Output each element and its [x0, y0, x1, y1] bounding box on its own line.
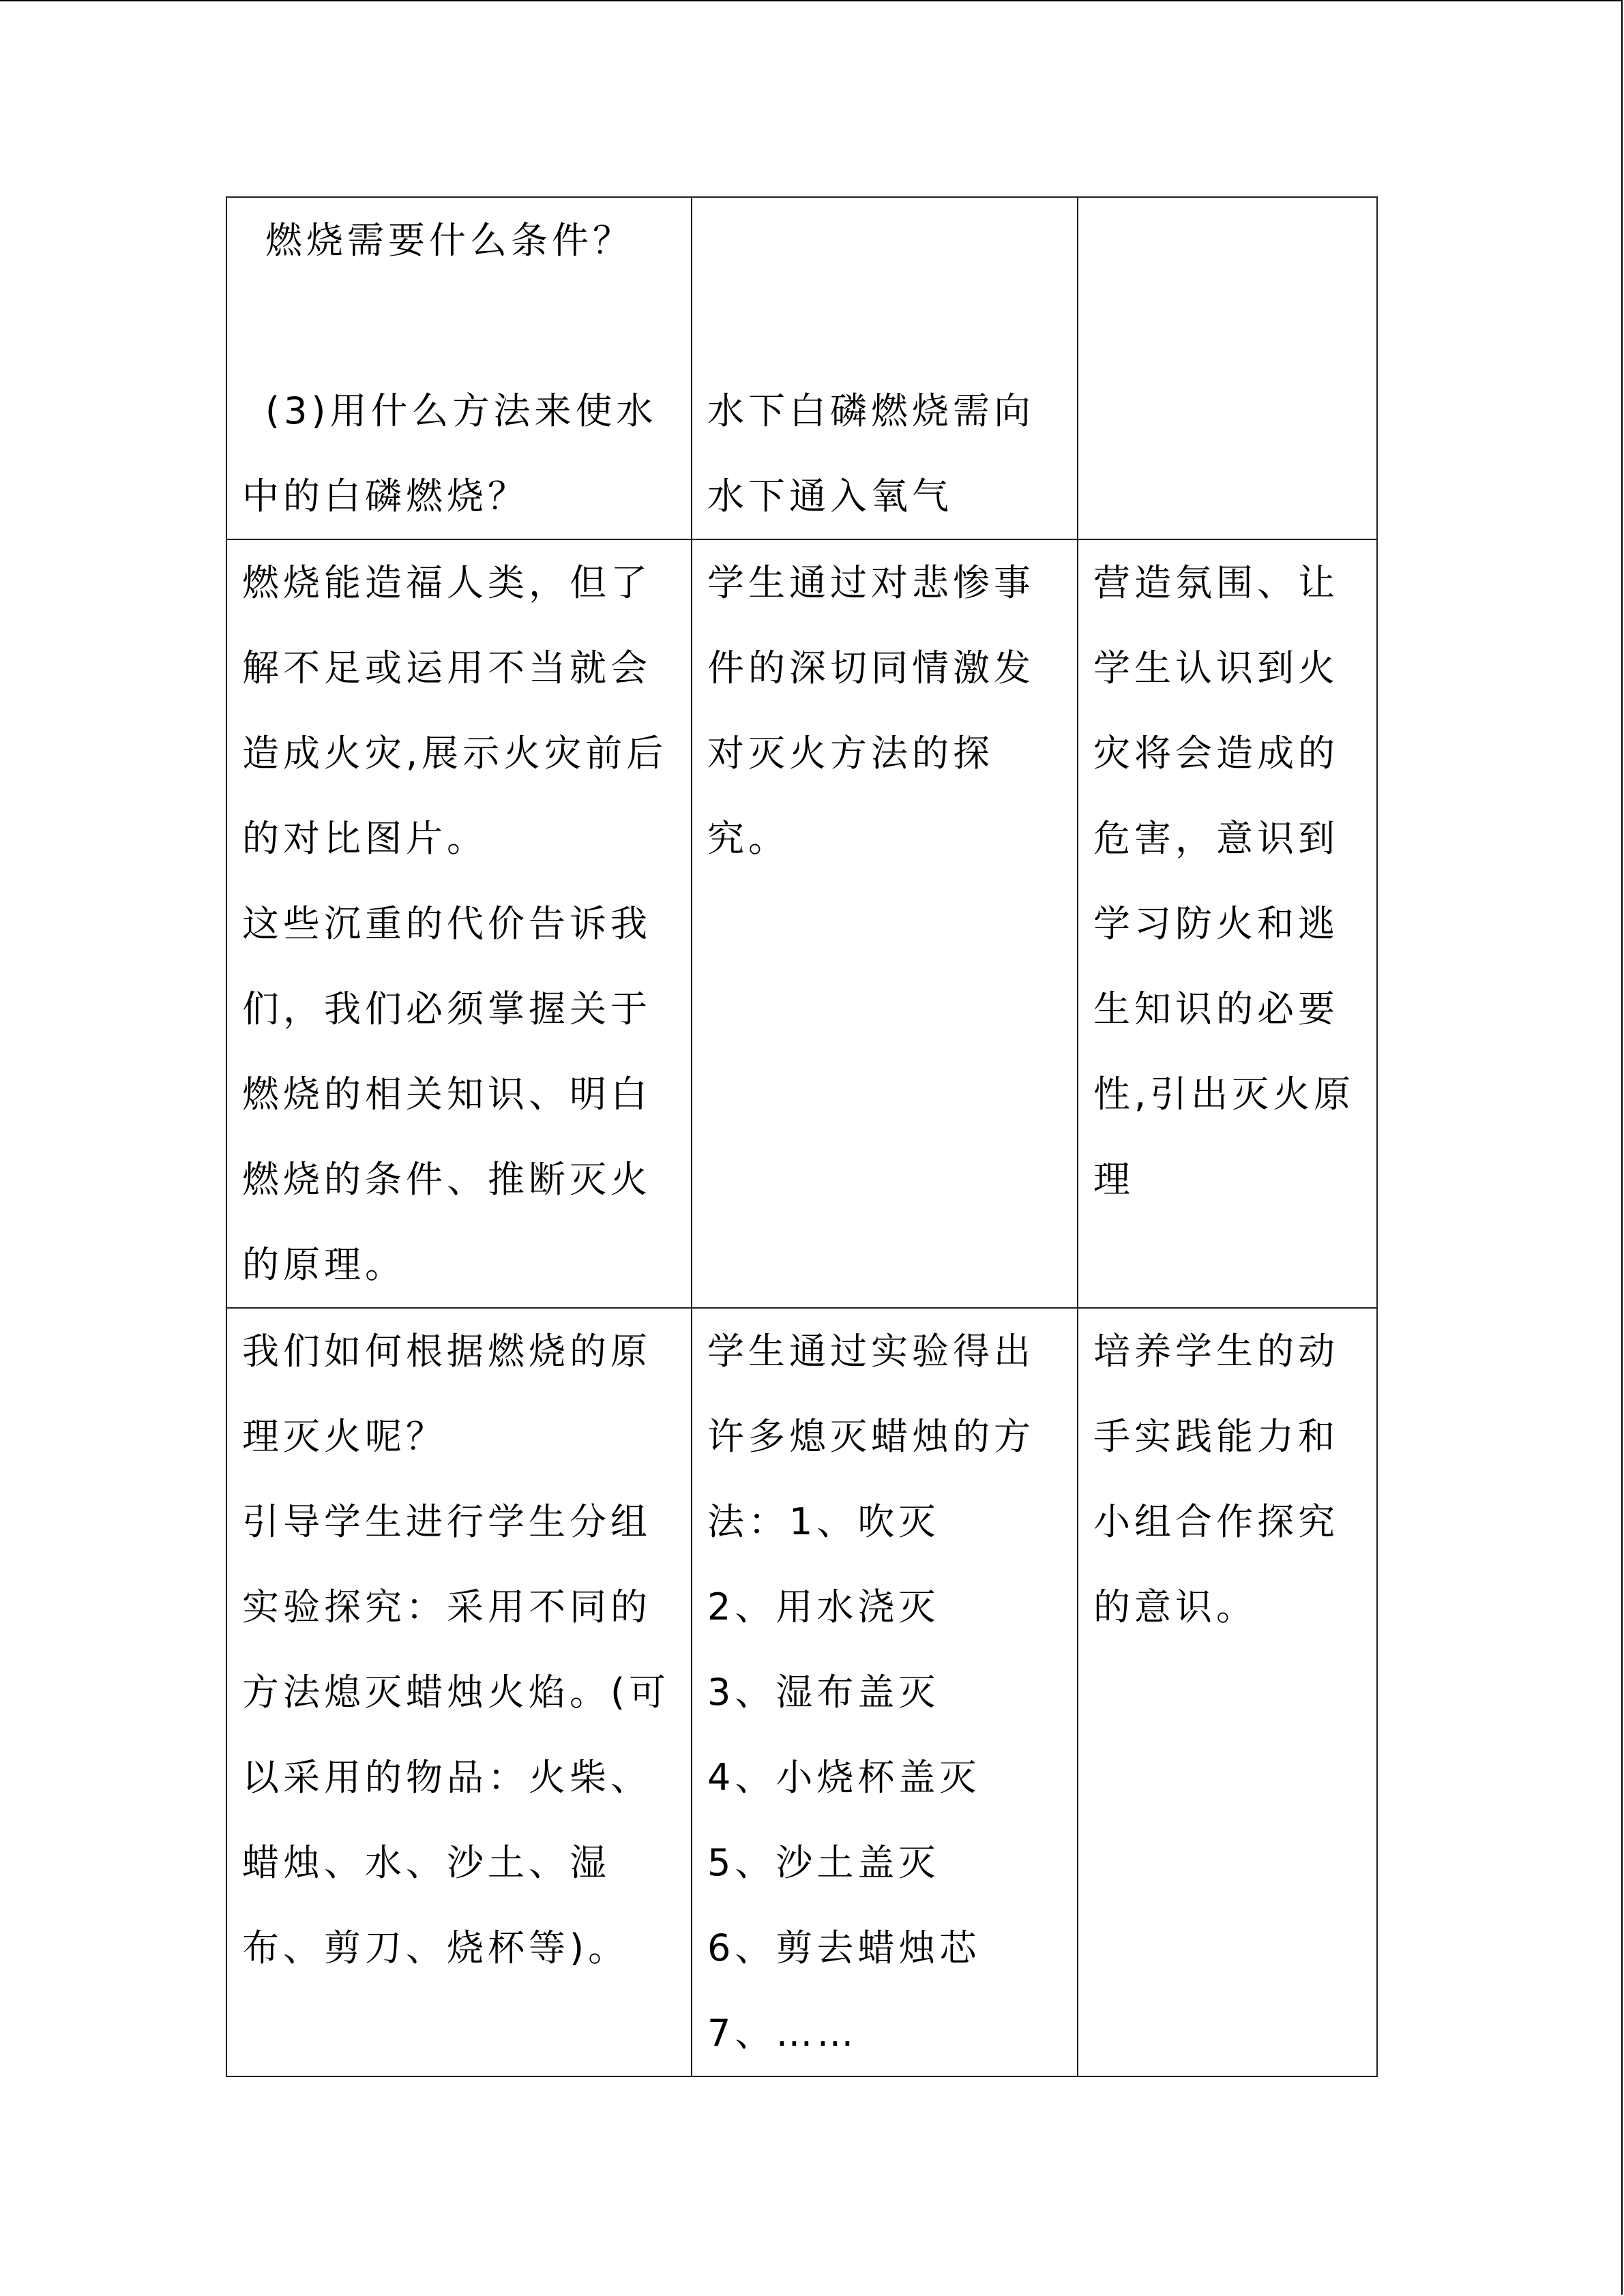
text-line: 学习防火和逃	[1093, 902, 1339, 945]
text-line: 学生认识到火	[1093, 646, 1339, 689]
text-line: 许多熄灭蜡烛的方	[707, 1415, 1035, 1458]
text-line: 们，我们必须掌握关于	[242, 987, 651, 1030]
text-line: 小组合作探究	[1093, 1500, 1339, 1543]
text-line: 2、用水浇灭	[707, 1585, 940, 1628]
text-line: 解不足或运用不当就会	[242, 646, 651, 689]
text-line: 危害，意识到	[1093, 817, 1339, 860]
design-intent-cell	[1078, 539, 1377, 1308]
text-line: 蜡烛、水、沙土、湿	[242, 1841, 610, 1884]
text-line: 究。	[707, 817, 789, 860]
text-line: 的对比图片。	[242, 817, 488, 860]
text-line: 培养学生的动	[1093, 1330, 1339, 1373]
design-intent-cell	[1078, 197, 1377, 539]
text-line: 方法熄灭蜡烛火焰。(可	[242, 1671, 670, 1714]
spacer	[707, 283, 1062, 368]
text-line: 件的深切同情激发	[707, 646, 1035, 689]
text-line: 引导学生进行学生分组	[242, 1500, 651, 1543]
text-line: 学生通过实验得出	[707, 1330, 1035, 1373]
spacer	[242, 283, 676, 368]
design-intent-cell	[1078, 1308, 1377, 2076]
spacer	[707, 198, 1062, 283]
text-line: 理灭火呢？	[242, 1415, 447, 1458]
text-line: 水下白磷燃烧需向	[707, 389, 1035, 432]
teacher-activity-cell	[226, 197, 692, 539]
teacher-activity-cell	[226, 1308, 692, 2076]
text-line: 布、剪刀、烧杯等)。	[242, 1926, 630, 1969]
text-line: 法：1、吹灭	[707, 1500, 940, 1543]
text-line: 手实践能力和	[1093, 1415, 1339, 1458]
text-line: 7、……	[707, 2012, 858, 2055]
teacher-activity-cell	[226, 539, 692, 1308]
text-line: 造成火灾,展示火灾前后	[242, 732, 668, 775]
table-row	[226, 197, 1377, 539]
text-line: 的意识。	[1093, 1585, 1257, 1628]
text-line: 燃烧的相关知识、明白	[242, 1073, 651, 1116]
text-line: 燃烧能造福人类，但了	[242, 561, 651, 604]
text-line: 对灭火方法的探	[707, 732, 994, 775]
text-line: 这些沉重的代价告诉我	[242, 902, 651, 945]
student-activity-cell	[692, 197, 1078, 539]
text-line: 的原理。	[242, 1243, 406, 1286]
text-line: 以采用的物品：火柴、	[242, 1756, 651, 1799]
text-line: 4、小烧杯盖灭	[707, 1756, 981, 1799]
text-line: 学生通过对悲惨事	[707, 561, 1035, 604]
text-line: 水下通入氧气	[707, 475, 953, 518]
text-line: 营造氛围、让	[1093, 561, 1339, 604]
text-line: 灾将会造成的	[1093, 732, 1339, 775]
table-row	[226, 539, 1377, 1308]
text-line: 6、剪去蜡烛芯	[707, 1926, 981, 1969]
table-row	[226, 1308, 1377, 2076]
text-line: 5、沙土盖灭	[707, 1841, 940, 1884]
text-line: (3)用什么方法来使水	[265, 389, 658, 432]
text-line: 生知识的必要	[1093, 987, 1339, 1030]
text-line: 理	[1093, 1158, 1134, 1201]
student-activity-cell	[692, 1308, 1078, 2076]
text-line: 性,引出灭火原	[1093, 1073, 1355, 1116]
lesson-table	[226, 196, 1378, 2077]
text-line: 实验探究：采用不同的	[242, 1585, 651, 1628]
text-line: 3、湿布盖灭	[707, 1671, 940, 1714]
text-line: 我们如何根据燃烧的原	[242, 1330, 651, 1373]
text-line: 中的白磷燃烧？	[242, 475, 529, 518]
text-line: 燃烧需要什么条件？	[265, 219, 634, 262]
student-activity-cell	[692, 539, 1078, 1308]
text-line: 燃烧的条件、推断灭火	[242, 1158, 651, 1201]
